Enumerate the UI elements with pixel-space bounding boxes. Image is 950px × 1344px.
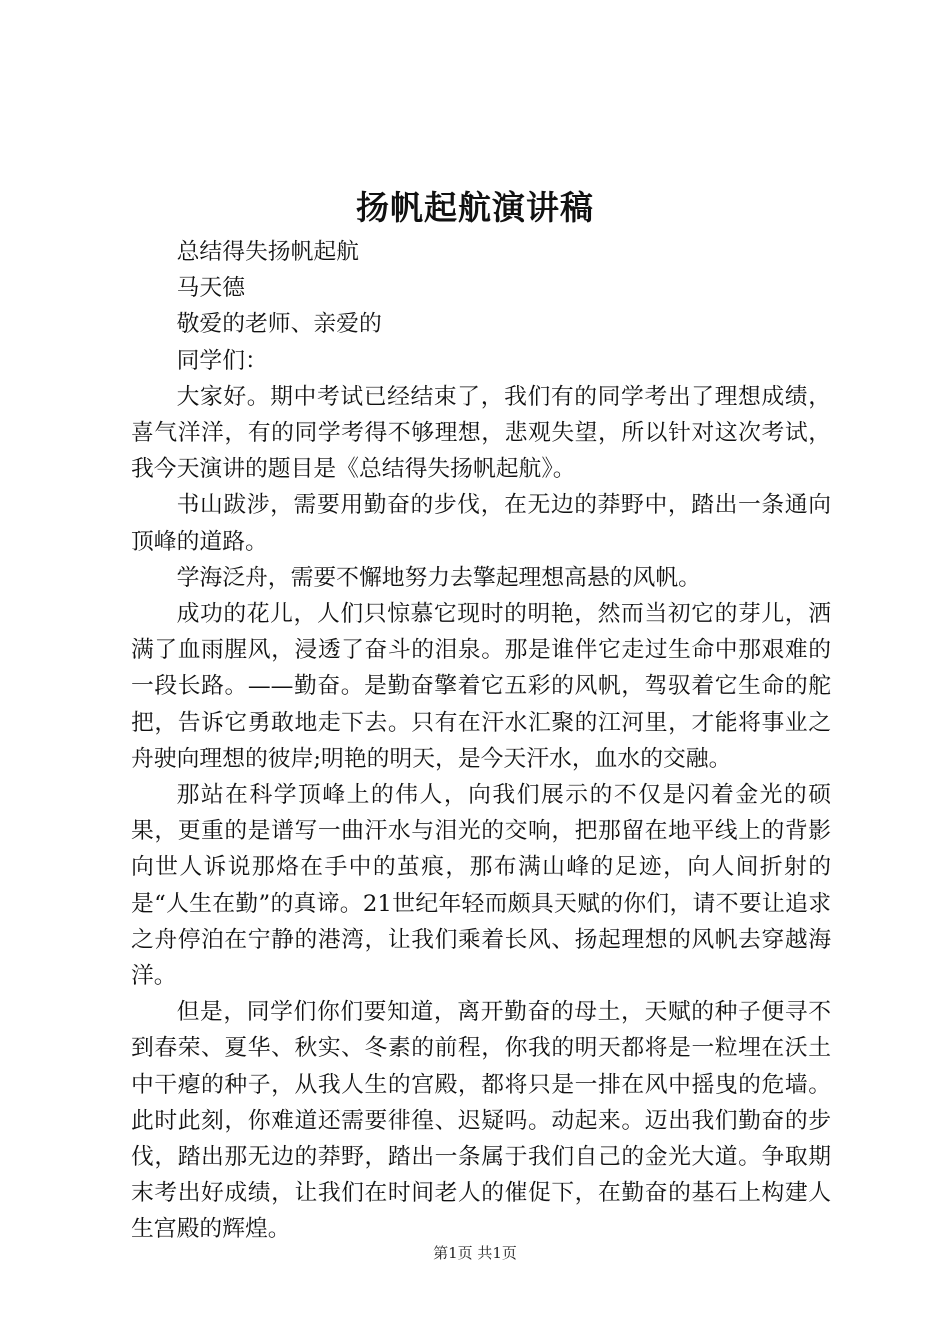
paragraph-greeting-2: 同学们： [176,347,268,374]
paragraph-great-men: 那站在科学顶峰上的伟人，向我们展示的不仅是闪着金光的硕果，更重的是谱写一曲汗水与泪光的交响，把那留在地平线上的背影向世人诉说那烙在手中的茧痕，那布满山峰的足迹，向人间折射的是“人生在勤”的真谛。21世纪年轻而颇具天赋的你们，请不要让追求之舟停泊在宁静的港湾，让我们乘着长风、扬起理想的风帆去穿越海洋。 [131,782,831,990]
paragraph-subtitle: 总结得失扬帆起航 [176,239,359,265]
paragraph-mountain: 书山跋涉，需要用勤奋的步伐，在无边的莽野中，踏出一条通向顶峰的道路。 [131,492,831,555]
paragraph-sea: 学海泛舟，需要不懈地努力去擎起理想高悬的风帆。 [176,564,701,591]
paragraph-greeting-1: 敬爱的老师、亲爱的 [176,311,382,338]
document-title: 扬帆起航演讲稿 [356,188,594,227]
paragraph-intro: 大家好。期中考试已经结束了，我们有的同学考出了理想成绩，喜气洋洋，有的同学考得不够理想，悲观失望，所以针对这次考试，我今天演讲的题目是《总结得失扬帆起航》。 [131,383,831,483]
paragraph-conclusion: 但是，同学们你们要知道，离开勤奋的母土，天赋的种子便寻不到春荣、夏华、秋实、冬素的前程，你我的明天都将是一粒埋在沃土中干瘪的种子，从我人生的宫殿，都将只是一排在风中摇曳的危墙。此时此刻，你难道还需要徘徨、迟疑吗。动起来。迈出我们勤奋的步伐，踏出那无边的莽野，踏出一条属于我们自己的金光大道。争取期末考出好成绩，让我们在时间老人的催促下，在勤奋的基石上构建人生宫殿的辉煌。 [131,999,831,1243]
document-body [131,234,831,1248]
page-footer: 第1页 共1页 [433,1244,517,1262]
paragraph-author: 马天德 [176,275,245,302]
paragraph-flower: 成功的花儿，人们只惊慕它现时的明艳，然而当初它的芽儿，洒满了血雨腥风，浸透了奋斗的泪泉。那是谁伴它走过生命中那艰难的一段长路。——勤奋。是勤奋擎着它五彩的风帆，驾驭着它生命的舵把，告诉它勇敢地走下去。只有在汗水汇聚的江河里，才能将事业之舟驶向理想的彼岸;明艳的明天，是今天汗水，血水的交融。 [131,601,831,772]
